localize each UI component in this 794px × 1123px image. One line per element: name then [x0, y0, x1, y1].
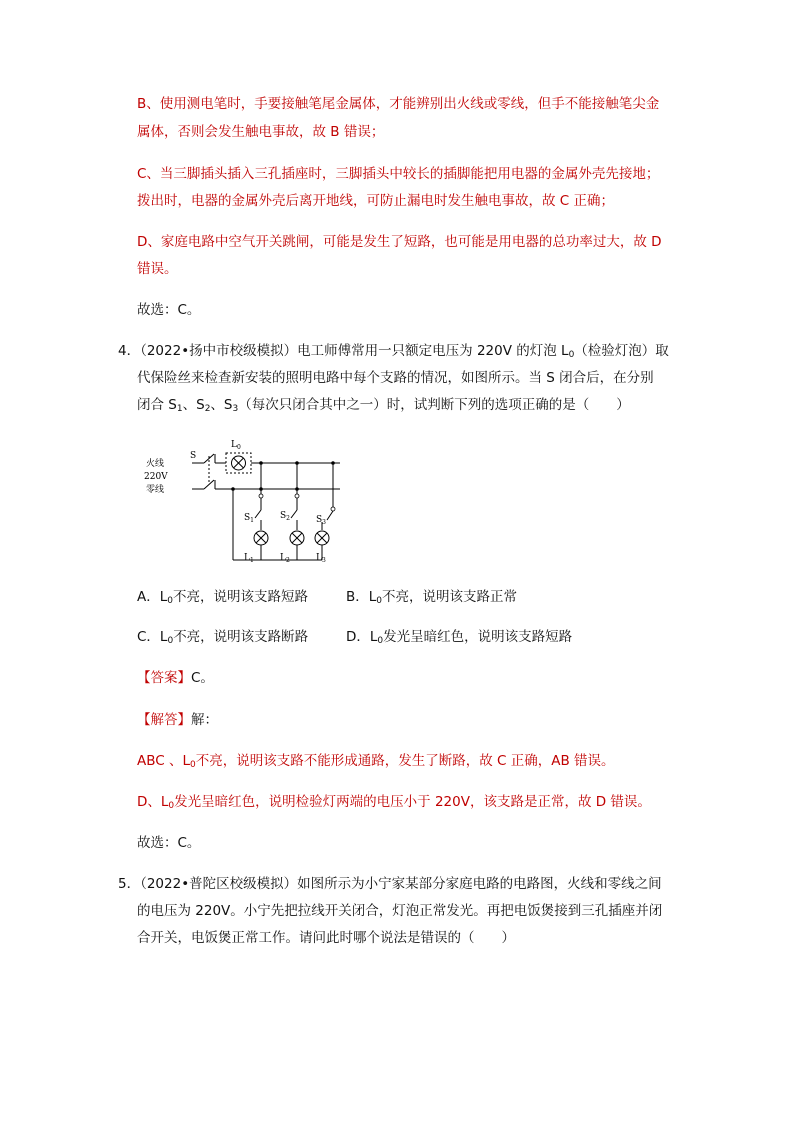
explanation-d-line1: D、家庭电路中空气开关跳闸，可能是发生了短路，也可能是用电器的总功率过大，故 D	[137, 234, 662, 250]
q4-line1-sub: 0	[568, 350, 575, 360]
option-d-pre: D．L	[346, 629, 378, 645]
option-b-post: 不亮，说明该支路正常	[382, 589, 518, 605]
label-voltage: 220V	[144, 472, 168, 482]
q5-line3: 合开关，电饭煲正常工作。请问此时哪个说法是错误的（ ）	[137, 930, 515, 946]
q5-line1: （2022•普陀区校级模拟）如图所示为小宁家某部分家庭电路的电路图，火线和零线之间	[140, 876, 662, 892]
solution-line	[137, 710, 218, 730]
q4-number: 4．	[118, 343, 141, 359]
label-l3-sub: 3	[321, 557, 326, 564]
sol2-post: 发光呈暗红色，说明检验灯两端的电压小于 220V，该支路是正常，故 D 错误。	[174, 794, 651, 810]
explanation-c-line1: C、当三脚插头插入三孔插座时，三脚插头中较长的插脚能把用电器的金属外壳先接地；	[137, 166, 660, 182]
q4-line3-s2: 2	[204, 404, 211, 414]
label-l2	[280, 553, 290, 564]
q4-line1: （2022•扬中市校级模拟）电工师傅常用一只额定电压为 220V 的灯泡 L	[140, 343, 569, 359]
q4-line3-s1: 1	[176, 404, 183, 414]
label-s1-sub: 1	[250, 517, 254, 524]
option-a-pre: A．L	[137, 589, 168, 605]
q4-text-line3	[137, 395, 630, 419]
label-l0	[231, 440, 241, 451]
explanation-b-line2: 属体，否则会发生触电事故，故 B 错误；	[137, 124, 385, 140]
label-s1-main: S	[244, 513, 251, 523]
option-a-sub: 0	[167, 596, 173, 606]
q5-number: 5．	[118, 876, 141, 892]
label-l3-main: L	[316, 553, 322, 563]
q4-line3-c: 、S	[210, 397, 233, 413]
label-l0-sub: 0	[236, 444, 241, 451]
label-l0-main: L	[231, 440, 237, 450]
q4-line3-a: 闭合 S	[137, 397, 177, 413]
option-b	[346, 587, 517, 611]
circuit-diagram	[140, 432, 360, 568]
answer-line	[137, 668, 214, 688]
q4-line3-d: （每次只闭合其中之一）时，试判断下列的选项正确的是（ ）	[238, 397, 630, 413]
sol2-pre: D、L	[137, 794, 169, 810]
label-fire-line: 火线	[146, 459, 165, 469]
label-zero-line: 零线	[146, 485, 165, 495]
option-c	[137, 627, 308, 651]
option-b-pre: B．L	[346, 589, 377, 605]
answer-tag: 【答案】	[137, 670, 191, 686]
q5-text-line1	[118, 874, 662, 894]
explanation-d-line2: 错误。	[137, 261, 178, 277]
label-s3	[316, 515, 326, 526]
option-d-sub: 0	[377, 636, 384, 646]
solution-post: 解：	[191, 712, 218, 728]
sol2-sub: 0	[168, 801, 175, 811]
option-c-pre: C．L	[137, 629, 168, 645]
q4-line2: 代保险丝来检查新安装的照明电路中每个支路的情况，如图所示。当 S 闭合后，在分别	[137, 370, 654, 386]
label-l3	[316, 553, 326, 564]
label-s3-main: S	[316, 515, 323, 525]
label-switch-s: S	[190, 451, 197, 461]
q5-line2: 的电压为 220V。小宁先把拉线开关闭合，灯泡正常发光。再把电饭煲接到三孔插座并闭	[137, 903, 663, 919]
solution-tag: 【解答】	[137, 712, 191, 728]
option-d-post: 发光呈暗红色，说明该支路短路	[383, 629, 573, 645]
explanation-choose: 故选：C。	[137, 302, 201, 318]
q4-line1-end: （检验灯泡）取	[574, 343, 669, 359]
label-s3-sub: 3	[322, 519, 326, 526]
label-s2-main: S	[280, 511, 287, 521]
q4-line3-b: 、S	[182, 397, 205, 413]
label-s1	[244, 513, 254, 524]
q4-line3-s3: 3	[232, 404, 239, 414]
explanation-b-line1: B、使用测电笔时，手要接触笔尾金属体，才能辨别出火线或零线，但手不能接触笔尖金	[137, 96, 660, 112]
label-l1-sub: 1	[249, 557, 254, 564]
sol1-sub: 0	[190, 760, 196, 770]
option-d	[346, 627, 572, 651]
sol1-post: 不亮，说明该支路不能形成通路，发生了断路，故 C 正确，AB 错误。	[195, 753, 615, 769]
option-c-sub: 0	[167, 636, 174, 646]
sol1-pre: ABC 、L	[137, 753, 190, 769]
label-l2-sub: 2	[285, 557, 290, 564]
label-l1	[244, 553, 254, 564]
solution-line1	[137, 751, 615, 775]
option-b-sub: 0	[376, 596, 383, 606]
q4-text-line1	[118, 341, 669, 365]
label-s2-sub: 2	[286, 515, 290, 522]
answer-value: C。	[191, 670, 214, 686]
solution-line2	[137, 792, 651, 816]
label-l2-main: L	[280, 553, 286, 563]
explanation-c-line2: 拨出时，电器的金属外壳后离开地线，可防止漏电时发生触电事故，故 C 正确；	[137, 193, 615, 209]
label-s2	[280, 511, 290, 522]
option-a	[137, 587, 308, 611]
option-c-post: 不亮，说明该支路断路	[173, 629, 309, 645]
q4-choose: 故选：C。	[137, 835, 201, 851]
label-l1-main: L	[244, 553, 250, 563]
option-a-post: 不亮，说明该支路短路	[173, 589, 308, 605]
